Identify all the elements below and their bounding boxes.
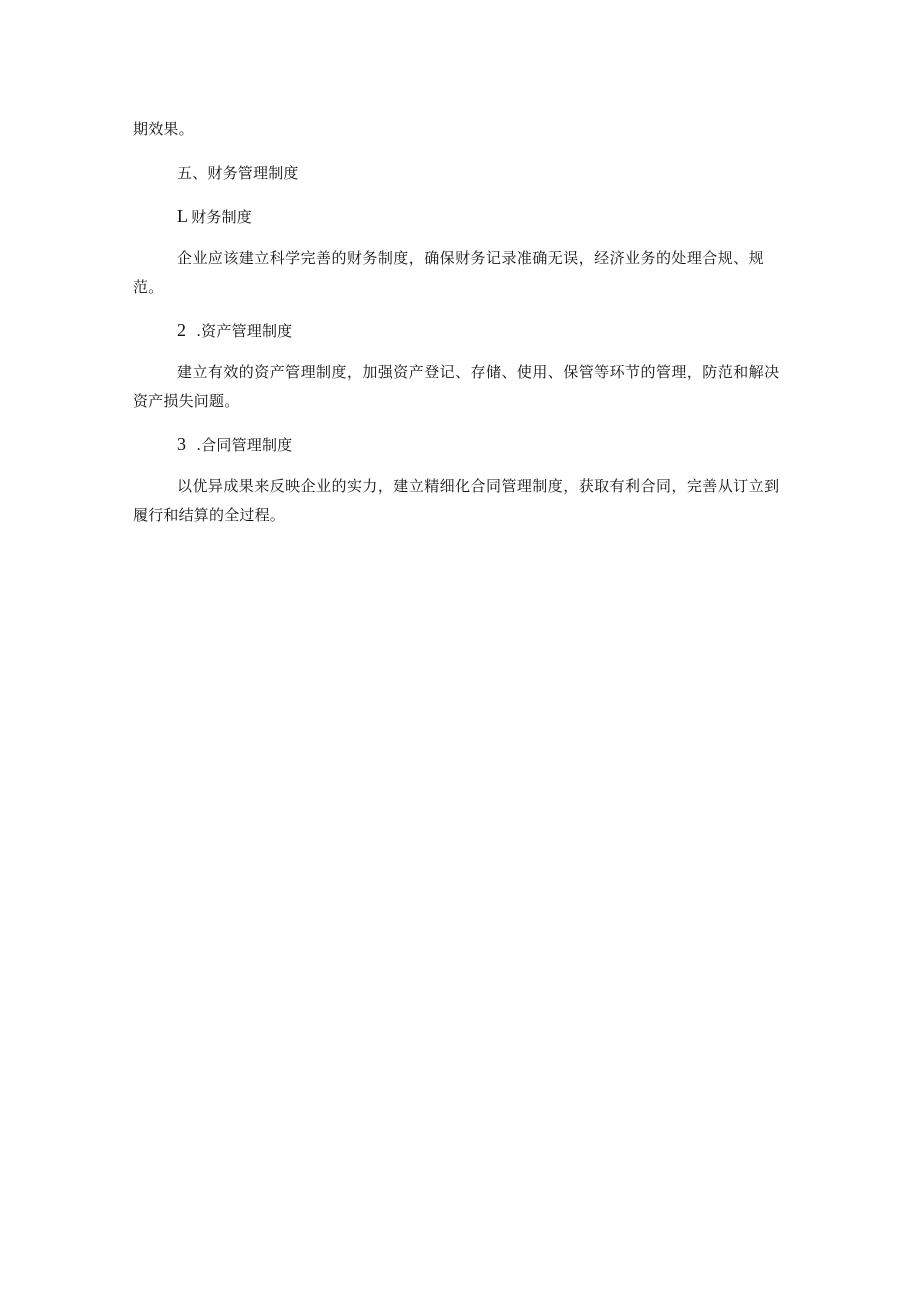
item1-title: 财务制度 bbox=[191, 208, 253, 226]
item3-heading bbox=[177, 435, 292, 454]
item2-body-line2: 资产损失问题。 bbox=[133, 392, 240, 410]
item2-number: 2 bbox=[177, 320, 187, 340]
item2-heading bbox=[177, 321, 292, 340]
item1-body-line2: 范。 bbox=[133, 278, 164, 296]
item2-title: .资产管理制度 bbox=[196, 322, 293, 340]
item3-title: .合同管理制度 bbox=[196, 436, 293, 454]
item1-number: L bbox=[177, 206, 189, 226]
section-heading: 五、财务管理制度 bbox=[177, 164, 299, 182]
item1-heading bbox=[177, 207, 252, 226]
item3-body-line2: 履行和结算的全过程。 bbox=[133, 506, 286, 524]
item3-body-line1: 以优异成果来反映企业的实力，建立精细化合同管理制度，获取有利合同，完善从订立到 bbox=[177, 477, 780, 495]
item3-number: 3 bbox=[177, 434, 187, 454]
item2-body-line1: 建立有效的资产管理制度，加强资产登记、存储、使用、保管等环节的管理，防范和解决 bbox=[177, 363, 780, 381]
continued-text: 期效果。 bbox=[133, 120, 194, 138]
item1-body-line1: 企业应该建立科学完善的财务制度，确保财务记录准确无误，经济业务的处理合规、规 bbox=[177, 249, 765, 267]
